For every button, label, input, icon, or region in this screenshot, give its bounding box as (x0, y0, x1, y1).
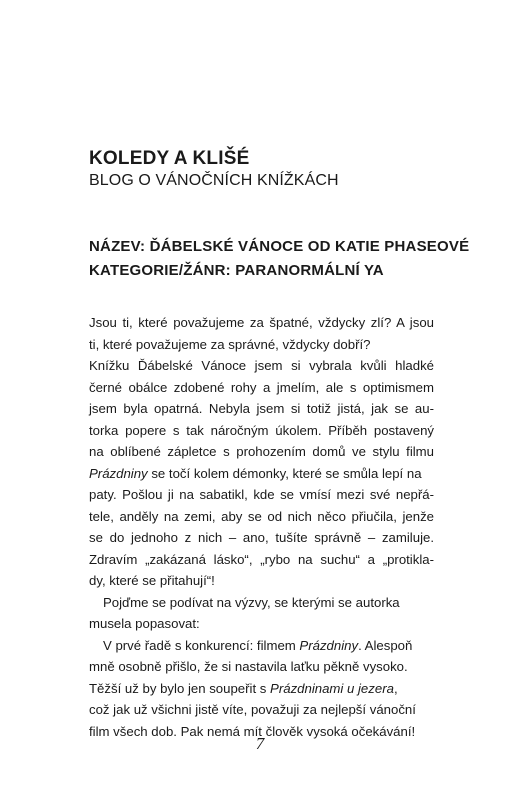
review-body (89, 312, 434, 742)
book-category-line: KATEGORIE/ŽÁNR: PARANORMÁLNÍ YA (89, 262, 384, 279)
text-line: film všech dob. Pak nemá mít člověk vysoká očekávání! (89, 723, 416, 739)
text-line: Pojďme se podívat na výzvy, se kterými se autorka (103, 594, 400, 610)
text-line: Knížku Ďábelské Vánoce jsem si vybrala kvůli hladké (89, 358, 434, 373)
film-title-italic: Prázdniny (89, 465, 148, 481)
text-fragment: V prvé řadě s konkurencí: filmem (103, 637, 300, 653)
text-line: Jsou ti, které považujeme za špatné, vždycky zlí? A jsou (89, 315, 434, 330)
blog-title: KOLEDY A KLIŠÉ (89, 148, 250, 169)
text-line: paty. Pošlou ji na sabatikl, kde se vmísí mezi své nepřá- (89, 487, 434, 502)
film-title-italic: Prázdniny (299, 637, 359, 653)
text-line (89, 463, 434, 485)
text-fragment: se točí kolem démonky, které se smůla lepí na (147, 465, 422, 481)
text-fragment: Těžší už by bylo jen soupeřit s (89, 680, 271, 696)
film-title-italic: Prázdninami u jezera (270, 680, 394, 696)
text-line: tele, anděly na zemi, aby se od nich něco přiučila, jenže (89, 508, 434, 524)
book-name-line: NÁZEV: ĎÁBELSKÉ VÁNOCE OD KATIE PHASEOVÉ (89, 238, 470, 255)
text-line: jsem byla opatrná. Nebyla jsem si totiž jistá, jak se au- (89, 401, 434, 416)
blog-subtitle: BLOG O VÁNOČNÍCH KNÍŽKÁCH (89, 172, 339, 189)
text-line: ti, které považujeme za správné, vždycky dobří? (89, 336, 371, 352)
text-fragment: , (393, 680, 398, 696)
book-meta (89, 235, 469, 283)
text-line: černé obálce zdobené rohy a jmelím, ale s optimismem (89, 379, 434, 395)
text-line: dy, které se přitahují“! (89, 573, 215, 588)
text-line: mně osobně přišlo, že si nastavila laťku pěkně vysoko. (89, 659, 408, 674)
text-line: Zdravím „zakázaná lásko“, „rybo na suchu“ a „protiklа- (89, 551, 434, 567)
page-number: 7 (255, 734, 265, 753)
text-line (89, 635, 434, 657)
text-line: torka popere s tak náročným úkolem. Příběh postavený (89, 422, 434, 438)
text-line: což jak už všichni jistě víte, považuji za nejlepší vánoční (89, 702, 416, 717)
text-line: se do jednoho z nich – ano, tušíte správně – zamiluje. (89, 530, 434, 545)
text-line (89, 678, 434, 700)
text-line: na oblíbené zápletce s prohozením domů ve stylu filmu (89, 444, 434, 459)
text-line: musela popasovat: (89, 616, 200, 631)
text-fragment: . Alespoň (358, 637, 413, 653)
